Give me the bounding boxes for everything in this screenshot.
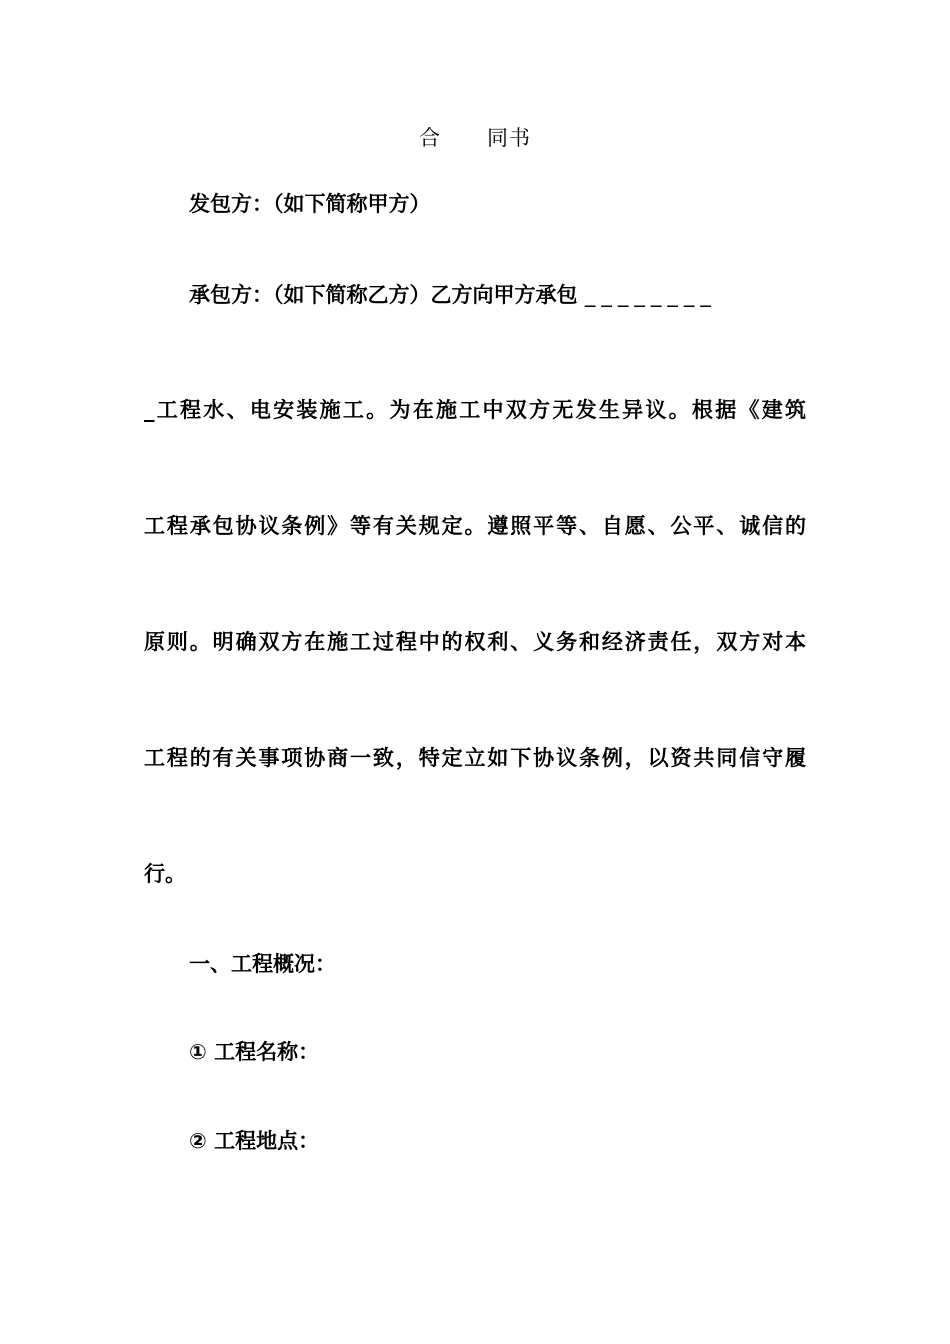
item-project-location: ② 工程地点： — [189, 1129, 320, 1153]
contractor-line — [189, 281, 717, 309]
title-part-1: 合 — [419, 126, 441, 150]
paragraph-line-4: 工程的有关事项协商一致，特定立如下协议条例，以资共同信守履 — [144, 746, 806, 770]
paragraph-line-1: _工程水、电安装施工。为在施工中双方无发生异议。根据《建筑 — [144, 398, 806, 422]
item-project-name: ① 工程名称： — [189, 1040, 320, 1064]
paragraph-line-2: 工程承包协议条例》等有关规定。遵照平等、自愿、公平、诚信的 — [144, 514, 806, 538]
document-title — [0, 122, 950, 152]
contractor-text: 承包方：（如下简称乙方）乙方向甲方承包 — [189, 283, 578, 307]
contractor-blank: ________ — [584, 283, 717, 307]
title-part-2: 同书 — [487, 126, 531, 150]
paragraph-line-3: 原则。明确双方在施工过程中的权利、义务和经济责任，双方对本 — [144, 630, 806, 654]
employer-line: 发包方：（如下简称甲方） — [189, 192, 431, 216]
section-heading-1: 一、工程概况： — [189, 952, 336, 976]
paragraph-line-5: 行。 — [144, 862, 186, 886]
